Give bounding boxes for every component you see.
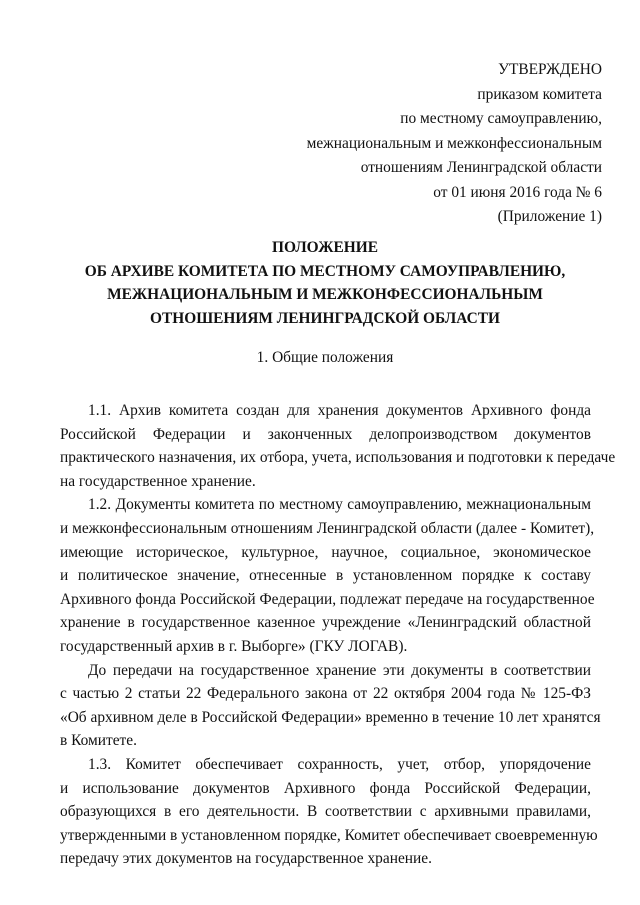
paragraph-line: Архивного фонда Российской Федерации, подлежат передаче на государственное <box>60 590 595 608</box>
paragraph-1-2 <box>60 493 595 658</box>
paragraph-1-1 <box>60 399 616 493</box>
paragraph-line: имеющие историческое, культурное, научное, социальное, экономическое <box>60 543 591 561</box>
title-line: ОТНОШЕНИЯМ ЛЕНИНГРАДСКОЙ ОБЛАСТИ <box>150 309 500 327</box>
paragraph-line: 1.1. Архив комитета создан для хранения документов Архивного фонда <box>88 402 591 419</box>
approval-block <box>307 58 602 230</box>
paragraph-line: государственный архив в г. Выборге» (ГКУ ЛОГАВ). <box>60 637 408 655</box>
paragraph-1-3 <box>60 753 598 871</box>
approval-line: (Приложение 1) <box>497 208 602 225</box>
paragraph-line: «Об архивном деле в Российской Федерации» временно в течение 10 лет хранятся <box>60 708 601 726</box>
paragraph-line: До передачи на государственное хранение эти документы в соответствии <box>88 661 591 679</box>
paragraph-line: хранение в государственное казенное учреждение «Ленинградский областной <box>60 614 591 632</box>
paragraph-line: образующихся в его деятельности. В соответствии с архивными правилами, <box>60 803 591 821</box>
paragraph-line: утвержденными в установленном порядке, Комитет обеспечивает своевременную <box>60 826 598 844</box>
paragraph-line: и политическое значение, отнесенные в установленном порядке к составу <box>60 567 591 585</box>
paragraph-transfer <box>60 659 601 753</box>
section-heading: 1. Общие положения <box>256 349 394 366</box>
paragraph-line: на государственное хранение. <box>60 472 256 490</box>
approval-line: по местному самоуправлению, <box>400 110 602 127</box>
document-title <box>60 236 590 330</box>
paragraph-line: с частью 2 статьи 22 Федерального закона от 22 октября 2004 года № 125-ФЗ <box>60 685 591 703</box>
paragraph-line: и использование документов Архивного фонда Российской Федерации, <box>60 779 591 797</box>
title-line: МЕЖНАЦИОНАЛЬНЫМ И МЕЖКОНФЕССИОНАЛЬНЫМ <box>107 286 543 303</box>
paragraph-line: 1.2. Документы комитета по местному самоуправлению, межнациональным <box>88 496 591 514</box>
paragraph-line: 1.3. Комитет обеспечивает сохранность, учет, отбор, упорядочение <box>88 755 591 773</box>
approval-line: УТВЕРЖДЕНО <box>498 61 602 78</box>
paragraph-line: Российской Федерации и законченных делопроизводством документов <box>60 425 591 443</box>
document-body <box>60 399 616 871</box>
approval-line: от 01 июня 2016 года № 6 <box>433 183 602 201</box>
paragraph-line: в Комитете. <box>60 732 137 750</box>
title-line: ОБ АРХИВЕ КОМИТЕТА ПО МЕСТНОМУ САМОУПРАВЛЕНИЮ, <box>84 262 566 280</box>
paragraph-line: и межконфессиональным отношениям Ленинградской области (далее - Комитет), <box>60 519 595 537</box>
title-line: ПОЛОЖЕНИЕ <box>272 239 378 256</box>
approval-line: приказом комитета <box>477 85 602 103</box>
paragraph-line: практического назначения, их отбора, учета, использования и подготовки к передаче <box>60 449 616 467</box>
approval-line: отношениям Ленинградской области <box>360 159 602 176</box>
paragraph-line: передачу этих документов на государственное хранение. <box>60 850 432 868</box>
approval-line: межнациональным и межконфессиональным <box>306 134 602 152</box>
